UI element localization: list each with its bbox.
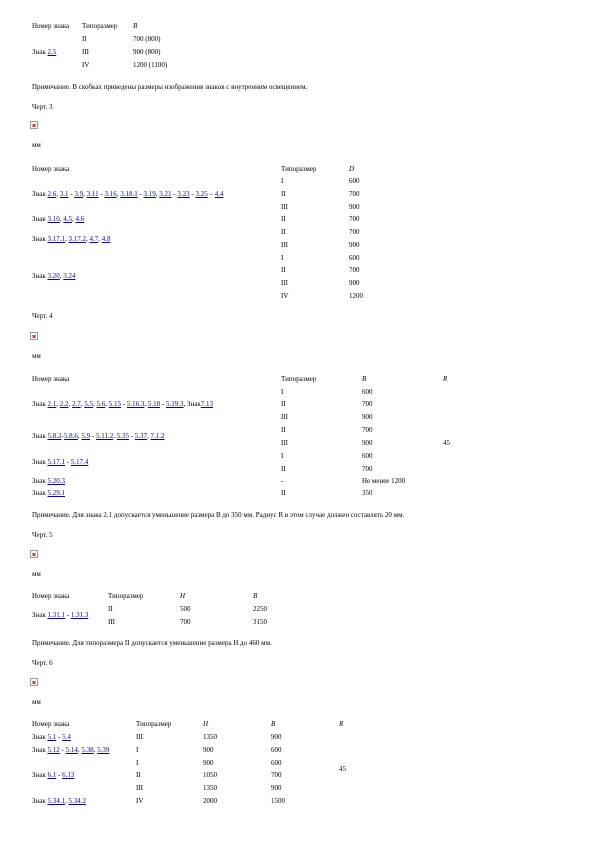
chart6-b-row-4: 700 — [271, 771, 282, 779]
chart5-header-size: Типоразмер — [108, 592, 144, 600]
sign-link-3-21[interactable]: 3.21 — [159, 190, 172, 198]
chart6-header-size: Типоразмер — [136, 720, 172, 728]
chart6-header-number: Номер знака — [32, 720, 70, 728]
chart3-size-row-9: III — [281, 279, 288, 287]
sign-prefix: Знак — [32, 746, 48, 754]
link-separator: , — [77, 746, 82, 754]
chart4-sign-group-1 — [32, 400, 213, 408]
chart4-b-row-6: 600 — [362, 452, 373, 460]
chart5-note: Примечание. Для типоразмера II допускается уменьшение размера H до 460 мм. — [32, 639, 272, 647]
chart4-sign-group-5 — [32, 489, 65, 497]
chart3-sign-group-1 — [32, 190, 223, 198]
table1-size-row-1: II — [82, 35, 87, 43]
sign-link-3-25[interactable]: 3.25 — [195, 190, 208, 198]
link-separator: - — [98, 190, 105, 198]
sign-link-2-2[interactable]: 2.2 — [59, 400, 69, 408]
sign-link-5-29-1[interactable]: 5.29.1 — [47, 489, 66, 497]
chart6-h-row-2: 900 — [203, 746, 214, 754]
chart4-size-row-4: II — [281, 426, 286, 434]
chart4-b-row-5: 900 — [362, 439, 373, 447]
chart4-header-b: B — [362, 375, 367, 383]
sign-link-5-16-3[interactable]: 5.16.3 — [126, 400, 145, 408]
sign-link-3-18-1[interactable]: 3.18.1 — [120, 190, 138, 198]
sign-link-3-23[interactable]: 3.23 — [177, 190, 190, 198]
sign-link-5-6[interactable]: 5.6 — [96, 400, 106, 408]
chart6-h-row-5: 1350 — [203, 784, 217, 792]
sign-link-3-20[interactable]: 3.20 — [47, 272, 60, 280]
sign-link-3-24[interactable]: 3.24 — [63, 272, 76, 280]
chart6-header-h: H — [203, 720, 209, 728]
chart6-header-b: B — [271, 720, 276, 728]
chart4-sign-group-2 — [32, 432, 165, 440]
chart4-size-row-8: - — [281, 477, 284, 485]
sign-link-3-19[interactable]: 3.19 — [143, 190, 156, 198]
chart3-unit: мм — [32, 141, 41, 149]
link-separator: - — [61, 432, 64, 440]
sign-link-1-31-3[interactable]: 1.31.3 — [70, 611, 89, 619]
chart5-size-row-1: II — [108, 605, 113, 613]
sign-prefix: Знак — [32, 48, 46, 56]
chart6-size-row-2: I — [136, 746, 139, 754]
sign-link-5-17-1[interactable]: 5.17.1 — [47, 458, 66, 466]
chart3-size-row-5: II — [281, 228, 286, 236]
chart3-d-row-7: 600 — [349, 254, 360, 262]
link-separator: , — [155, 190, 160, 198]
sign-link-3-17-1[interactable]: 3.17.1 — [47, 235, 66, 243]
chart4-label: Черт. 4 — [32, 312, 53, 320]
sign-link-5-5[interactable]: 5.5 — [84, 400, 94, 408]
sign-link-2-5[interactable]: 2.5 — [47, 48, 57, 56]
sign-link-5-34-1[interactable]: 5.34.1 — [47, 797, 66, 805]
chart5-header-h: H — [180, 592, 186, 600]
chart6-sign-group-1 — [32, 733, 71, 741]
broken-image-icon[interactable] — [30, 550, 38, 558]
sign-prefix: Знак — [32, 477, 48, 485]
sign-suffix: , Знак — [183, 400, 201, 408]
chart6-b-row-3: 600 — [271, 759, 282, 767]
broken-image-icon[interactable] — [30, 121, 38, 129]
chart3-d-row-8: 700 — [349, 266, 360, 274]
link-separator: , — [86, 235, 90, 243]
link-separator: , — [65, 797, 69, 805]
sign-link-5-37[interactable]: 5.37 — [134, 432, 148, 440]
sign-link-5-11-2[interactable]: 5.11.2 — [95, 432, 114, 440]
chart6-h-row-1: 1350 — [203, 733, 217, 741]
chart4-sign-group-4 — [32, 477, 65, 485]
chart6-r-value: 45 — [339, 765, 346, 773]
link-separator: , — [56, 190, 60, 198]
link-separator: , — [83, 190, 87, 198]
link-separator: - — [128, 432, 135, 440]
link-separator: , — [93, 400, 97, 408]
chart3-d-row-6: 900 — [349, 241, 360, 249]
sign-link-2-7[interactable]: 2.7 — [72, 400, 81, 408]
link-separator: - — [160, 400, 166, 408]
chart3-header-number: Номер знака — [32, 165, 70, 173]
chart4-b-row-7: 700 — [362, 465, 373, 473]
table1-header-number: Номер знака — [32, 22, 70, 30]
sign-prefix: Знак — [32, 190, 48, 198]
chart6-size-row-6: IV — [136, 797, 144, 805]
link-separator: - — [68, 190, 75, 198]
chart3-size-row-10: IV — [281, 292, 289, 300]
sign-link-2-6[interactable]: 2.6 — [47, 190, 57, 198]
sign-link-5-18[interactable]: 5.18 — [147, 400, 161, 408]
chart6-h-row-4: 1050 — [203, 771, 217, 779]
sign-link-1-31-1[interactable]: 1.31.1 — [47, 611, 66, 619]
chart3-size-row-4: II — [281, 215, 286, 223]
chart6-h-row-3: 900 — [203, 759, 214, 767]
sign-link-4-6[interactable]: 4.6 — [75, 215, 85, 223]
broken-image-icon[interactable] — [30, 332, 38, 340]
chart3-size-row-2: II — [281, 190, 286, 198]
link-separator: - — [65, 611, 71, 619]
chart4-b-row-9: 350 — [362, 489, 373, 497]
broken-image-icon[interactable] — [30, 678, 38, 686]
chart4-unit: мм — [32, 352, 41, 360]
chart5-sign-group — [32, 611, 88, 619]
sign-link-5-9[interactable]: 5.9 — [81, 432, 91, 440]
sign-link-7-13[interactable]: 7.13 — [200, 400, 213, 408]
chart3-d-row-3: 900 — [349, 203, 360, 211]
chart6-sign-group-3 — [32, 771, 74, 779]
chart6-b-row-5: 900 — [271, 784, 282, 792]
link-separator: - — [171, 190, 178, 198]
link-separator: - — [56, 771, 63, 779]
sign-link-5-15[interactable]: 5.15 — [108, 400, 122, 408]
chart3-size-row-8: II — [281, 266, 286, 274]
chart6-b-row-6: 1500 — [271, 797, 285, 805]
sign-prefix: Знак — [32, 797, 48, 805]
chart5-size-row-2: III — [108, 618, 115, 626]
sign-link-5-39[interactable]: 5.39 — [97, 746, 110, 754]
table1-size-row-3: IV — [82, 61, 90, 69]
chart3-d-row-9: 900 — [349, 279, 360, 287]
chart3-size-row-7: I — [281, 254, 284, 262]
chart4-size-row-3: III — [281, 413, 288, 421]
link-separator: , — [105, 400, 109, 408]
sign-link-3-17-2[interactable]: 3.17.2 — [68, 235, 87, 243]
chart4-header-number: Номер знака — [32, 375, 70, 383]
sign-prefix: Знак — [32, 272, 48, 280]
sign-prefix: Знак — [32, 432, 48, 440]
chart4-size-row-1: I — [281, 388, 284, 396]
chart5-header-number: Номер знака — [32, 592, 70, 600]
chart4-header-size: Типоразмер — [281, 375, 317, 383]
chart3-header-size: Типоразмер — [281, 165, 317, 173]
table1-note: Примечание. В скобках приведены размеры изображения знаков с внутренним освещением. — [32, 83, 308, 91]
sign-prefix: Знак — [32, 611, 48, 619]
chart3-d-row-4: 700 — [349, 215, 360, 223]
table1-sign-cell — [32, 48, 56, 56]
sign-link-5-19-3[interactable]: 5.19.3 — [165, 400, 184, 408]
chart6-label: Черт. 6 — [32, 659, 53, 667]
chart3-size-row-1: I — [281, 177, 284, 185]
sign-prefix: Знак — [32, 215, 48, 223]
chart5-label: Черт. 5 — [32, 531, 53, 539]
link-separator: , — [98, 235, 102, 243]
link-separator: , — [147, 432, 151, 440]
sign-link-4-7[interactable]: 4.7 — [89, 235, 99, 243]
sign-link-7-1-2[interactable]: 7.1.2 — [150, 432, 165, 440]
link-separator: , — [116, 190, 121, 198]
chart4-sign-group-3 — [32, 458, 88, 466]
sign-link-5-34-2[interactable]: 5.34.2 — [68, 797, 87, 805]
chart5-header-b: B — [253, 592, 258, 600]
chart4-b-row-4: 700 — [362, 426, 373, 434]
link-separator: - — [56, 733, 63, 741]
link-separator: - — [137, 190, 144, 198]
link-separator: , — [56, 400, 60, 408]
chart6-size-row-5: III — [136, 784, 143, 792]
sign-link-5-14[interactable]: 5.14 — [65, 746, 78, 754]
link-separator: , — [68, 400, 73, 408]
chart4-header-r: R — [443, 375, 448, 383]
chart4-size-row-7: II — [281, 465, 286, 473]
sign-prefix: Знак — [32, 489, 48, 497]
sign-link-3-1[interactable]: 3.1 — [59, 190, 69, 198]
sign-prefix: Знак — [32, 400, 48, 408]
chart6-h-row-6: 2000 — [203, 797, 217, 805]
sign-link-6-13[interactable]: 6.13 — [62, 771, 75, 779]
sign-link-3-16[interactable]: 3.16 — [104, 190, 117, 198]
chart6-unit: мм — [32, 698, 41, 706]
link-separator: - — [189, 190, 196, 198]
sign-link-5-8-6[interactable]: 5.8.6 — [63, 432, 78, 440]
chart4-b-row-1: 600 — [362, 388, 373, 396]
link-separator: - — [90, 432, 96, 440]
chart5-unit: мм — [32, 570, 41, 578]
chart4-b-row-8: Не менее 1200 — [362, 477, 406, 485]
chart6-size-row-1: III — [136, 733, 143, 741]
chart5-b-row-2: 3150 — [253, 618, 267, 626]
link-separator: - — [121, 400, 127, 408]
chart4-b-row-2: 700 — [362, 400, 373, 408]
link-separator: , — [72, 215, 76, 223]
sign-link-5-4[interactable]: 5.4 — [62, 733, 71, 741]
sign-link-5-1[interactable]: 5.1 — [47, 733, 57, 741]
table1-header-b: B — [133, 22, 138, 30]
sign-link-5-38[interactable]: 5.38 — [81, 746, 94, 754]
chart6-sign-group-4 — [32, 797, 86, 805]
chart3-sign-group-3 — [32, 235, 111, 243]
chart3-d-row-2: 700 — [349, 190, 360, 198]
sign-link-5-17-4[interactable]: 5.17.4 — [70, 458, 89, 466]
sign-link-6-1[interactable]: 6.1 — [47, 771, 57, 779]
chart4-size-row-5: III — [281, 439, 288, 447]
sign-prefix: Знак — [32, 771, 48, 779]
chart4-r-value: 45 — [443, 439, 450, 447]
link-separator: , — [113, 432, 117, 440]
table1-size-row-2: III — [82, 48, 89, 56]
chart6-b-row-1: 900 — [271, 733, 282, 741]
sign-link-5-12[interactable]: 5.12 — [47, 746, 60, 754]
sign-link-4-4[interactable]: 4.4 — [214, 190, 224, 198]
sign-link-5-35[interactable]: 5.35 — [116, 432, 129, 440]
link-separator: , — [80, 400, 85, 408]
table1-header-size: Типоразмер — [82, 22, 118, 30]
sign-prefix: Знак — [32, 733, 48, 741]
sign-link-3-11[interactable]: 3.11 — [86, 190, 99, 198]
chart4-size-row-9: II — [281, 489, 286, 497]
link-separator: , — [59, 272, 64, 280]
link-separator: , — [93, 746, 98, 754]
chart4-size-row-6: I — [281, 452, 284, 460]
sign-prefix: Знак — [32, 458, 48, 466]
table1-b-row-1: 700 (800) — [133, 35, 161, 43]
chart6-size-row-3: I — [136, 759, 139, 767]
sign-link-4-8[interactable]: 4.8 — [101, 235, 111, 243]
chart3-size-row-6: III — [281, 241, 288, 249]
sign-link-5-20-3[interactable]: 5.20.3 — [47, 477, 66, 485]
chart3-d-row-10: 1200 — [349, 292, 363, 300]
chart3-size-row-3: III — [281, 203, 288, 211]
link-separator: , — [59, 215, 64, 223]
chart6-sign-group-2 — [32, 746, 109, 754]
sign-link-2-1[interactable]: 2.1 — [47, 400, 57, 408]
link-separator: , — [77, 432, 82, 440]
chart3-header-d: D — [349, 165, 355, 173]
table1-b-row-2: 900 (800) — [133, 48, 161, 56]
chart3-sign-group-2 — [32, 215, 84, 223]
chart5-h-row-2: 700 — [180, 618, 191, 626]
link-separator: - — [59, 746, 66, 754]
sign-prefix: Знак — [32, 235, 48, 243]
link-separator: , — [65, 235, 69, 243]
chart6-size-row-4: II — [136, 771, 141, 779]
chart4-b-row-3: 900 — [362, 413, 373, 421]
chart4-note: Примечание. Для знака 2.1 допускается уменьшение размера B до 350 мм. Радиус R в этом случае должен составлять 20 мм. — [32, 511, 405, 519]
chart3-d-row-5: 700 — [349, 228, 360, 236]
link-separator: – — [207, 190, 215, 198]
table1-b-row-3: 1200 (1100) — [133, 61, 168, 69]
chart3-label: Черт. 3 — [32, 103, 53, 111]
chart4-size-row-2: II — [281, 400, 286, 408]
sign-link-4-5[interactable]: 4.5 — [63, 215, 73, 223]
chart6-header-r: R — [339, 720, 344, 728]
link-separator: , — [144, 400, 148, 408]
chart5-h-row-1: 500 — [180, 605, 191, 613]
sign-link-5-8-2[interactable]: 5.8.2 — [47, 432, 62, 440]
chart3-sign-group-4 — [32, 272, 76, 280]
sign-link-3-9[interactable]: 3.9 — [74, 190, 84, 198]
sign-link-3-10[interactable]: 3.10 — [47, 215, 60, 223]
chart3-d-row-1: 600 — [349, 177, 360, 185]
chart5-b-row-1: 2250 — [253, 605, 267, 613]
link-separator: - — [65, 458, 71, 466]
chart6-b-row-2: 600 — [271, 746, 282, 754]
